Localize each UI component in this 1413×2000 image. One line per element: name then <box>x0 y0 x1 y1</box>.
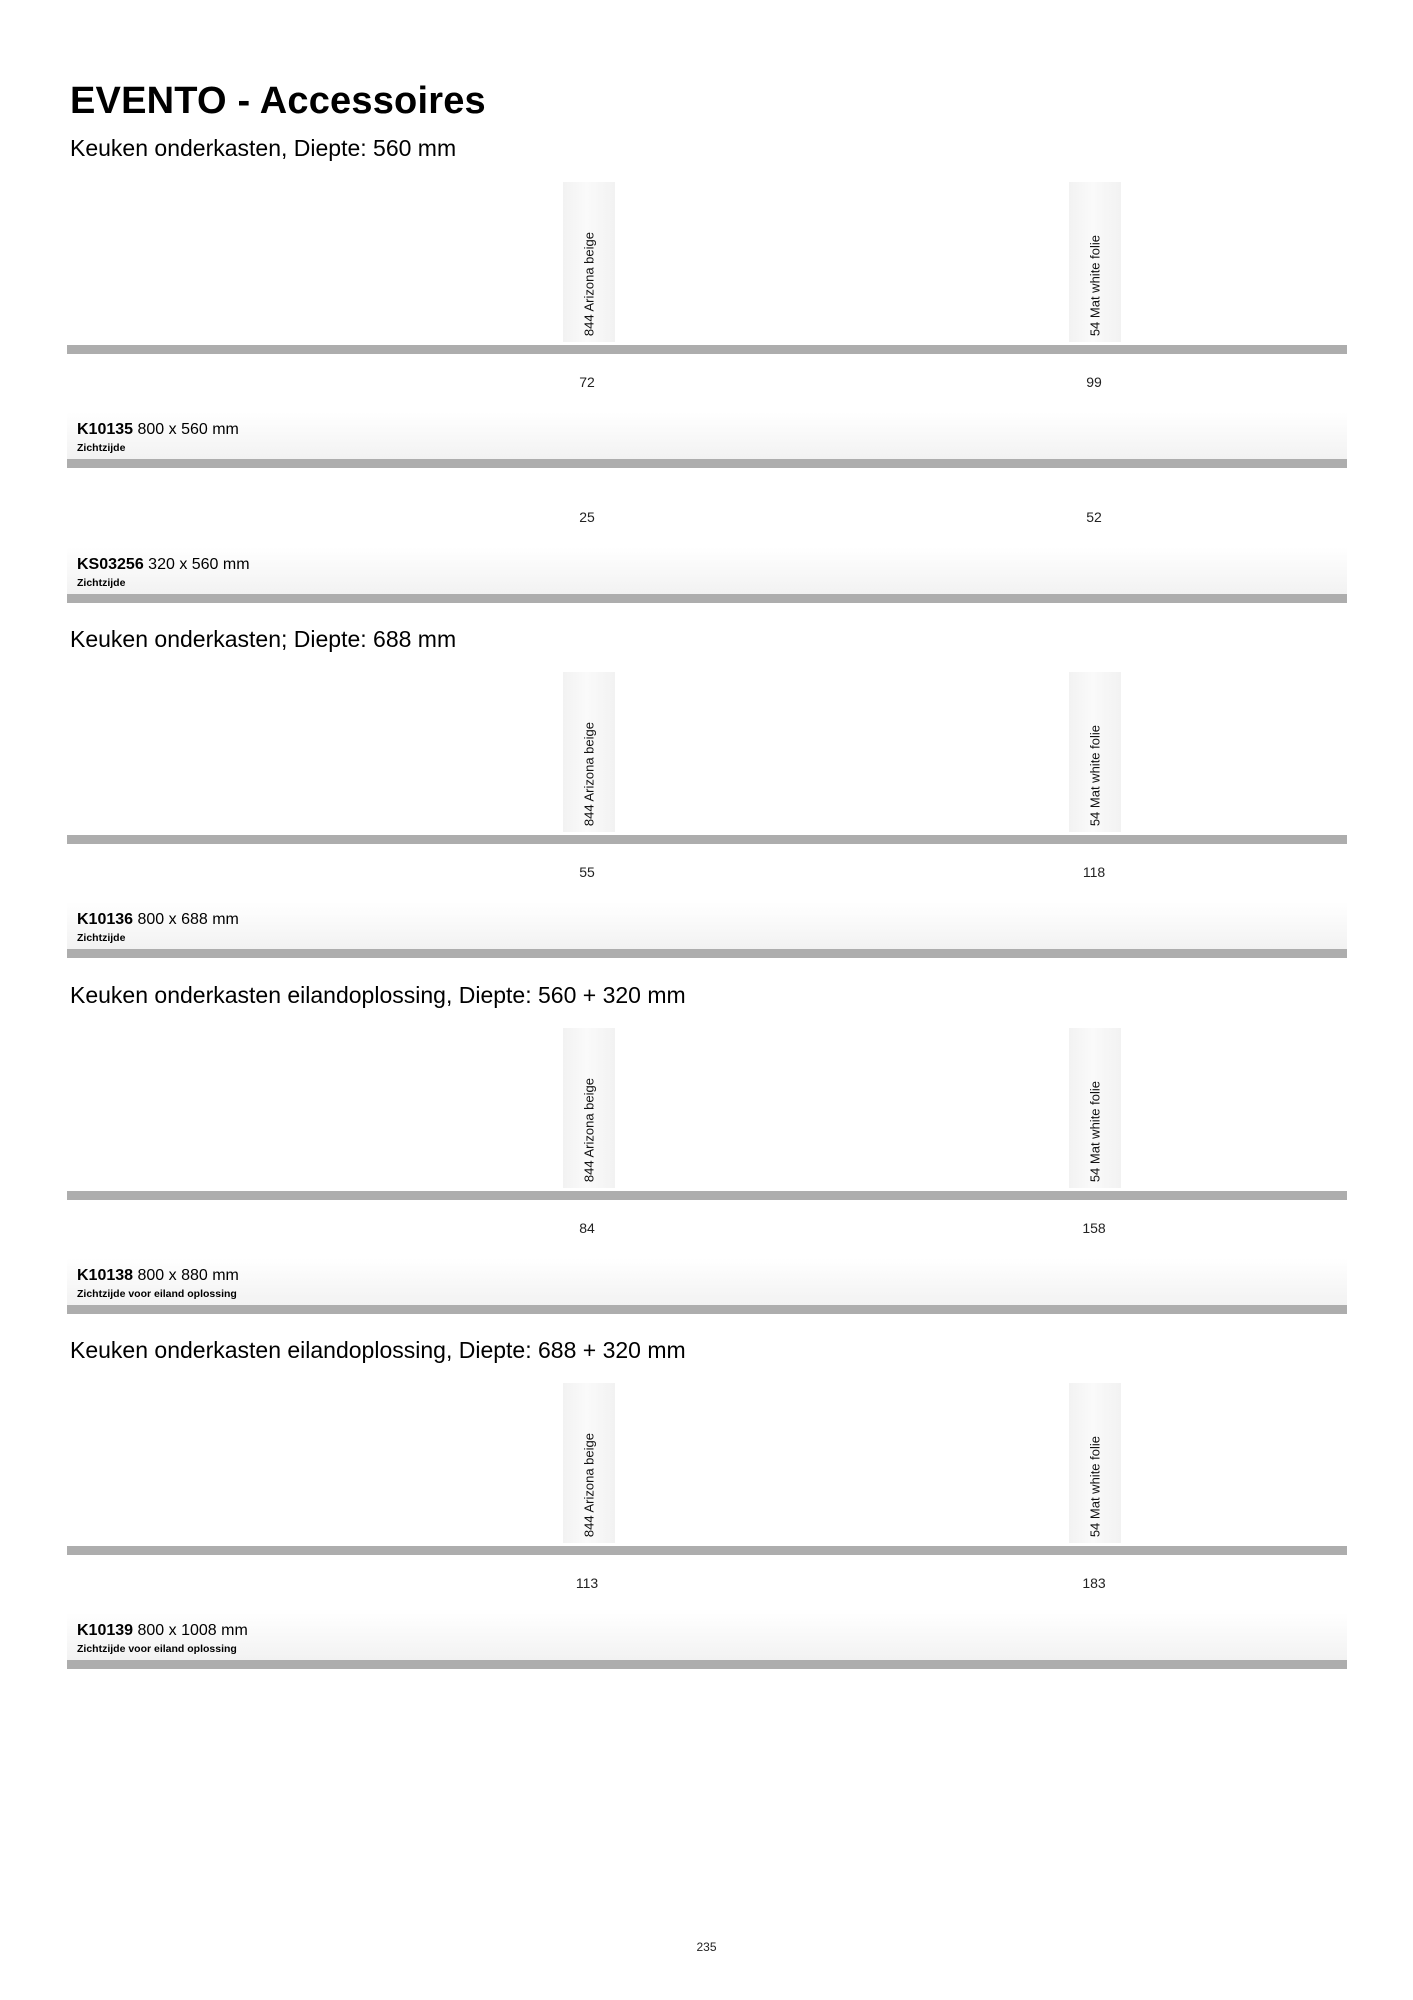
product-code: K10139 <box>77 1622 134 1639</box>
price-cell: 84 <box>579 1220 595 1236</box>
product-note: Zichtzijde <box>77 442 126 454</box>
product-row-k10136 <box>67 902 1347 949</box>
price-cell: 118 <box>1082 864 1106 880</box>
price-cell: 183 <box>1082 1575 1106 1591</box>
product-note: Zichtzijde voor eiland oplossing <box>77 1643 237 1655</box>
product-code: KS03256 <box>77 556 144 573</box>
header-rule <box>67 1191 1347 1200</box>
column-header-mat-white: 54 Mat white folie <box>1069 1383 1121 1543</box>
product-note: Zichtzijde <box>77 577 126 589</box>
product-code: K10138 <box>77 1267 134 1284</box>
price-cell: 55 <box>579 864 595 880</box>
product-note: Zichtzijde voor eiland oplossing <box>77 1288 237 1300</box>
row-rule <box>67 1305 1347 1314</box>
row-rule <box>67 1660 1347 1669</box>
row-rule <box>67 459 1347 468</box>
section-title-3: Keuken onderkasten eilandoplossing, Diepte: 560 + 320 mm <box>70 982 686 1008</box>
row-rule <box>67 949 1347 958</box>
header-rule <box>67 835 1347 844</box>
price-cell: 113 <box>575 1575 599 1591</box>
product-size: 800 x 560 mm <box>137 421 239 438</box>
product-note: Zichtzijde <box>77 932 126 944</box>
header-rule <box>67 1546 1347 1555</box>
product-row-k10135 <box>67 412 1347 459</box>
price-cell: 25 <box>579 509 595 525</box>
product-size: 320 x 560 mm <box>148 556 250 573</box>
product-size: 800 x 1008 mm <box>137 1622 248 1639</box>
section-title-4: Keuken onderkasten eilandoplossing, Diepte: 688 + 320 mm <box>70 1337 686 1363</box>
product-size: 800 x 880 mm <box>137 1267 239 1284</box>
column-header-arizona-beige: 844 Arizona beige <box>563 672 615 832</box>
column-header-arizona-beige: 844 Arizona beige <box>563 182 615 342</box>
row-rule <box>67 594 1347 603</box>
section-title-1: Keuken onderkasten, Diepte: 560 mm <box>70 135 457 161</box>
column-header-mat-white: 54 Mat white folie <box>1069 1028 1121 1188</box>
column-header-arizona-beige: 844 Arizona beige <box>563 1028 615 1188</box>
page-title: EVENTO - Accessoires <box>70 80 486 122</box>
price-cell: 72 <box>579 374 595 390</box>
column-header-mat-white: 54 Mat white folie <box>1069 672 1121 832</box>
product-row-k10139 <box>67 1613 1347 1660</box>
page-number: 235 <box>696 1940 717 1954</box>
product-row-ks03256 <box>67 547 1347 594</box>
product-code: K10135 <box>77 421 134 438</box>
product-row-k10138 <box>67 1258 1347 1305</box>
product-size: 800 x 688 mm <box>137 911 239 928</box>
price-cell: 158 <box>1082 1220 1106 1236</box>
column-header-mat-white: 54 Mat white folie <box>1069 182 1121 342</box>
price-cell: 99 <box>1086 374 1102 390</box>
section-title-2: Keuken onderkasten; Diepte: 688 mm <box>70 626 457 652</box>
header-rule <box>67 345 1347 354</box>
price-cell: 52 <box>1086 509 1102 525</box>
product-code: K10136 <box>77 911 134 928</box>
column-header-arizona-beige: 844 Arizona beige <box>563 1383 615 1543</box>
